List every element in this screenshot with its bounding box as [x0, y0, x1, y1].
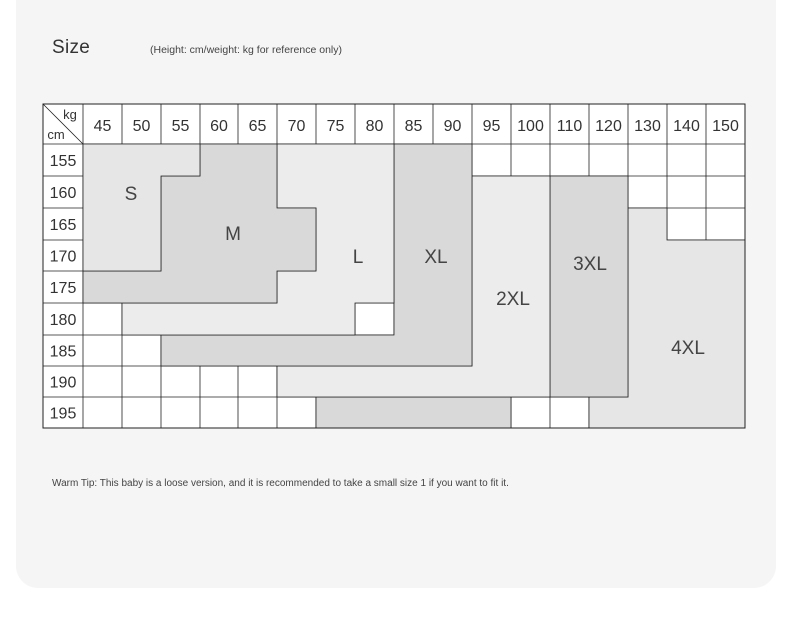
weight-header: 130 [634, 118, 661, 135]
size-label-m: M [225, 224, 241, 245]
height-header: 180 [49, 312, 77, 329]
height-header: 190 [49, 374, 77, 392]
weight-header: 140 [673, 118, 700, 135]
size-label-4xl: 4XL [671, 338, 705, 359]
height-header: 185 [49, 343, 77, 361]
size-label-xl: XL [424, 247, 448, 268]
size-label-3xl: 3XL [573, 254, 607, 275]
corner-kg-label: kg [63, 107, 77, 122]
weight-header: 110 [556, 118, 583, 135]
corner-cm-label: cm [47, 127, 65, 142]
size-label-l: L [352, 247, 364, 268]
weight-header: 120 [595, 118, 622, 135]
weight-header: 80 [365, 118, 384, 135]
weight-header: 50 [132, 118, 151, 135]
page-title: Size [52, 37, 91, 58]
height-header: 160 [49, 185, 77, 202]
weight-header: 150 [712, 118, 739, 135]
weight-header: 90 [443, 118, 462, 135]
size-label-s: S [124, 184, 138, 205]
weight-header: 65 [248, 118, 267, 135]
weight-header: 85 [404, 118, 423, 135]
size-label-2xl: 2XL [496, 289, 530, 310]
weight-header: 100 [517, 118, 544, 135]
weight-header: 95 [482, 118, 501, 135]
weight-header: 45 [93, 118, 112, 135]
height-header: 165 [49, 217, 77, 234]
weight-header: 60 [210, 118, 228, 135]
warm-tip: Warm Tip: This baby is a loose version, and it is recommended to take a small size 1 if you want to fit it. [52, 478, 509, 489]
height-header: 155 [49, 153, 77, 170]
weight-header: 70 [287, 118, 306, 135]
height-header: 195 [49, 405, 77, 423]
weight-header: 75 [326, 118, 345, 135]
page-subtitle: (Height: cm/weight: kg for reference only) [150, 44, 342, 56]
height-header: 175 [49, 280, 77, 297]
height-header: 170 [49, 248, 77, 266]
weight-header: 55 [171, 118, 190, 135]
